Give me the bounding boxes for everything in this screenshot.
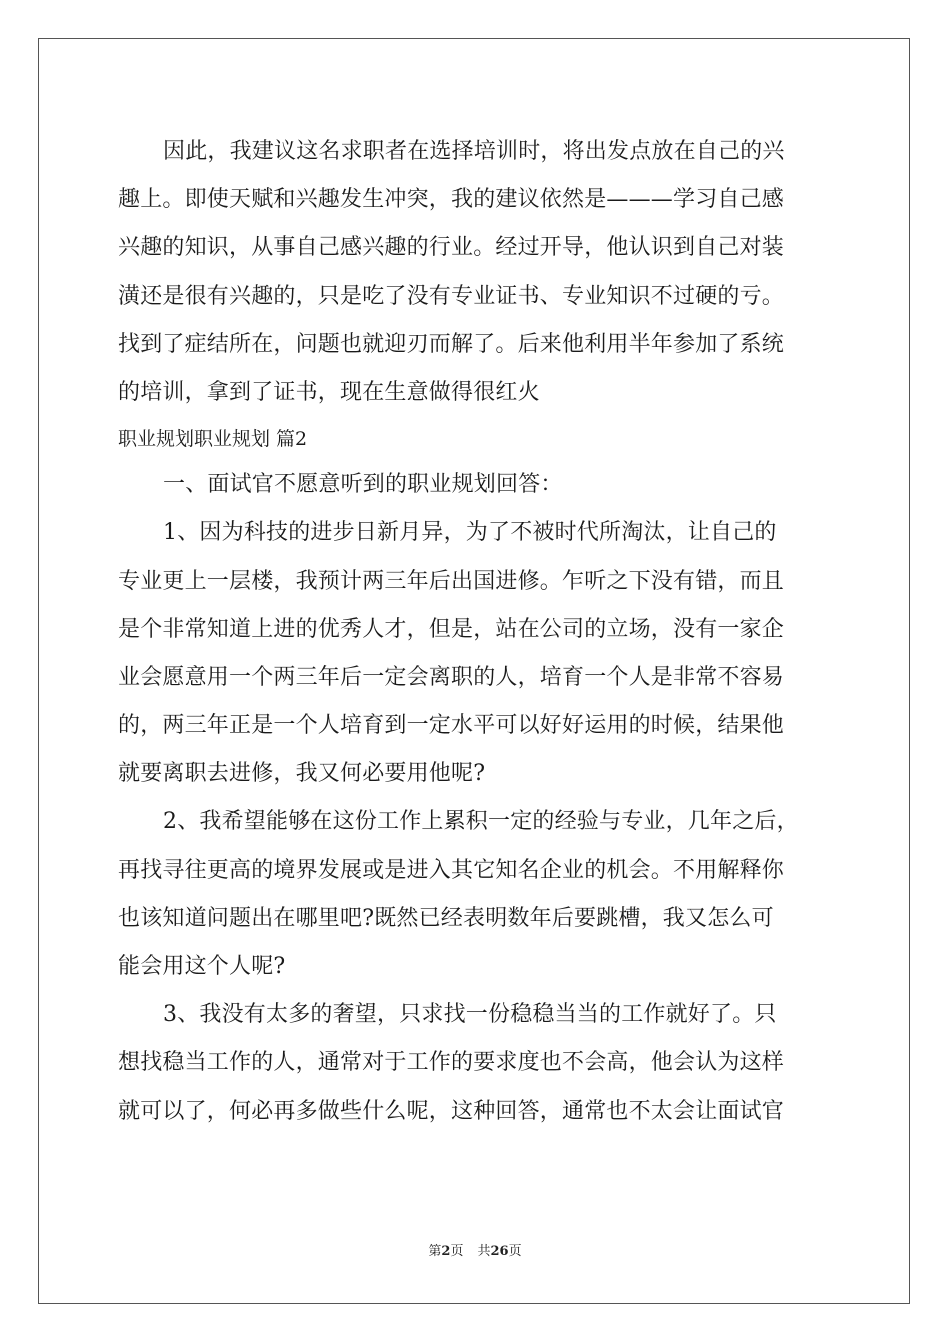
text-line: 1、因为科技的进步日新月异，为了不被时代所淘汰，让自己的: [163, 520, 777, 546]
text-line: 是个非常知道上进的优秀人才，但是，站在公司的立场，没有一家企: [118, 616, 785, 642]
paragraph: [118, 991, 833, 1136]
text-line: 也该知道问题出在哪里吧?既然已经表明数年后要跳槽，我又怎么可: [118, 905, 774, 931]
text-line: 就要离职去进修，我又何必要用他呢?: [118, 761, 486, 787]
paragraph: [118, 798, 833, 991]
total-prefix: 共: [477, 1244, 491, 1259]
section-heading: 职业规划职业规划 篇2: [118, 428, 308, 451]
document-body: [118, 128, 833, 1136]
text-line: 因此，我建议这名求职者在选择培训时，将出发点放在自己的兴: [163, 139, 785, 164]
text-line: 想找稳当工作的人，通常对于工作的要求度也不会高，他会认为这样: [118, 1050, 785, 1076]
page-footer: [0, 1240, 950, 1259]
text-line: 业会愿意用一个两三年后一定会离职的人，培育一个人是非常不容易: [118, 664, 785, 690]
text-line: 一、面试官不愿意听到的职业规划回答：: [163, 472, 563, 498]
text-line: 的培训，拿到了证书，现在生意做得很红火: [118, 379, 540, 405]
page-prefix: 第: [428, 1244, 442, 1259]
text-line: 3、我没有太多的奢望，只求找一份稳稳当当的工作就好了。只: [163, 1002, 777, 1028]
page-suffix: 页: [450, 1244, 464, 1259]
text-line: 专业更上一层楼，我预计两三年后出国进修。乍听之下没有错，而且: [118, 568, 785, 594]
text-line: 2、我希望能够在这份工作上累积一定的经验与专业，几年之后，: [163, 809, 799, 835]
text-line: 找到了症结所在，问题也就迎刃而解了。后来他利用半年参加了系统: [118, 331, 785, 357]
text-line: 能会用这个人呢?: [118, 954, 286, 979]
text-line: 就可以了，何必再多做些什么呢，这种回答，通常也不太会让面试官: [118, 1098, 785, 1124]
paragraph: [118, 128, 833, 417]
text-line: 潢还是很有兴趣的，只是吃了没有专业证书、专业知识不过硬的亏。: [118, 283, 785, 309]
text-line: 趣上。即使天赋和兴趣发生冲突，我的建议依然是———学习自己感: [118, 187, 785, 213]
total-pages: 26: [490, 1244, 509, 1259]
paragraph: [118, 509, 833, 798]
paragraph: [118, 461, 833, 509]
page-number: 2: [441, 1244, 451, 1259]
text-line: 再找寻往更高的境界发展或是进入其它知名企业的机会。不用解释你: [118, 857, 785, 883]
total-suffix: 页: [508, 1244, 522, 1259]
text-line: 兴趣的知识，从事自己感兴趣的行业。经过开导，他认识到自己对装: [118, 235, 785, 261]
text-line: 的，两三年正是一个人培育到一定水平可以好好运用的时候，结果他: [118, 713, 785, 739]
